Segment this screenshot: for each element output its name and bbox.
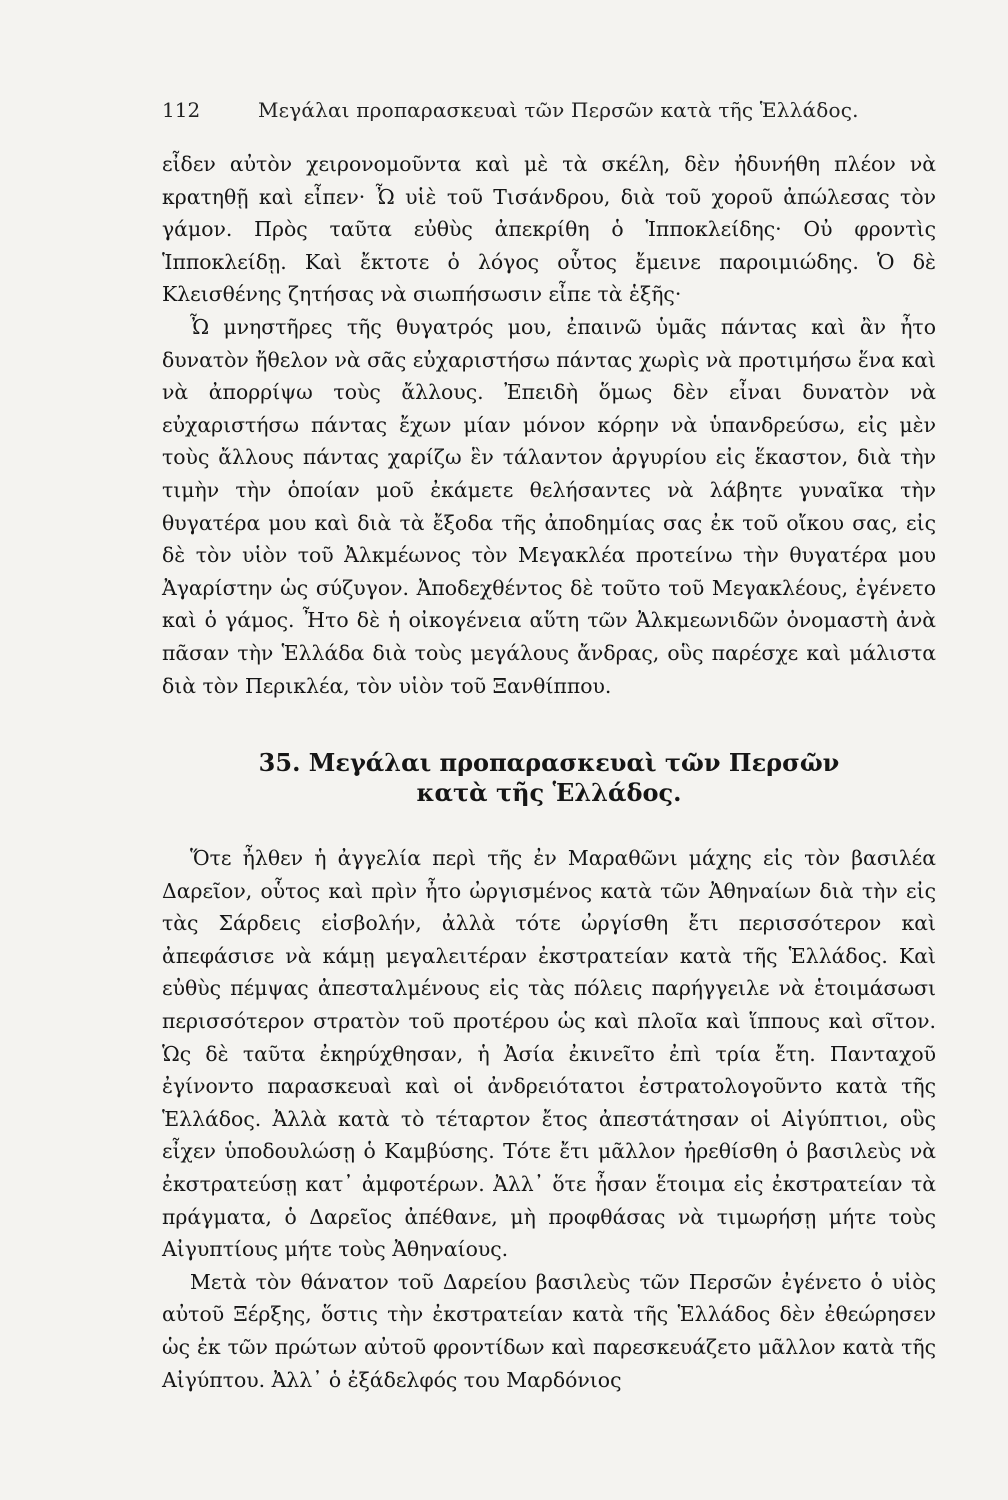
section-heading-line-1 <box>162 748 936 778</box>
paragraph-xerxes: Μετὰ τὸν θάνατον τοῦ Δαρείου βασιλεὺς τῶν Περσῶν ἐγένετο ὁ υἱὸς αὐτοῦ Ξέρξης, ὅστις τὴν ἐκστρατείαν κατὰ τῆς Ἑλλάδος δὲν ἐθεώρησεν ὡς ἐκ τῶν πρώτων αὐτοῦ φροντίδων καὶ παρεσκευάζετο μᾶλλον κατὰ τῆς Αἰγύπτου. Ἀλλ᾽ ὁ ἐξάδελφός του Μαρδόνιος <box>162 1269 936 1392</box>
running-header <box>162 98 936 138</box>
section-number: 35. <box>258 748 301 778</box>
paragraph-speech: Ὦ μνηστῆρες τῆς θυγατρός μου, ἐπαινῶ ὑμᾶς πάντας καὶ ἂν ἦτο δυνατὸν ἤθελον νὰ σᾶς εὐχαριστήσω πάντας χωρὶς νὰ προτιμήσω ἕνα καὶ νὰ ἀπορρίψω τοὺς ἄλλους. Ἐπειδὴ ὅμως δὲν εἶναι δυνατὸν νὰ εὐχαριστήσω πάντας ἔχων μίαν μόνον κόρην νὰ ὑπανδρεύσω, εἰς μὲν τοὺς ἄλλους πάντας χαρίζω ἓν τάλαντον ἀργυρίου εἰς ἕκαστον, διὰ τὴν τιμὴν τὴν ὁποίαν μοῦ ἐκάμετε θελήσαντες νὰ λάβητε γυναῖκα τὴν θυγατέρα μου καὶ διὰ τὰ ἔξοδα τῆς ἀποδημίας σας ἐκ τοῦ οἴκου σας, εἰς δὲ τὸν υἱὸν τοῦ Ἀλκμέωνος τὸν Μεγακλέα προτείνω τὴν θυγατέρα μου Ἀγαρίστην ὡς σύζυγον. Ἀποδεχθέντος δὲ τοῦτο τοῦ Μεγακλέους, ἐγένετο καὶ ὁ γάμος. Ἦτο δὲ ἡ οἰκογένεια αὕτη τῶν Ἀλκμεωνιδῶν ὀνομαστὴ ἀνὰ πᾶσαν τὴν Ἑλλάδα διὰ τοὺς μεγάλους ἄνδρας, οὓς παρέσχε καὶ μάλιστα διὰ τὸν Περικλέα, τὸν υἱὸν τοῦ Ξανθίππου. <box>162 314 936 698</box>
section-title-line-2: κατὰ τῆς Ἑλλάδος. <box>416 778 682 808</box>
page-number: 112 <box>162 98 201 122</box>
paragraph-darius: Ὅτε ἦλθεν ἡ ἀγγελία περὶ τῆς ἐν Μαραθῶνι μάχης εἰς τὸν βασιλέα Δαρεῖον, οὗτος καὶ πρὶν ἦτο ὠργισμένος κατὰ τῶν Ἀθηναίων διὰ τὴν εἰς τὰς Σάρδεις εἰσβολήν, ἀλλὰ τότε ὠργίσθη ἔτι περισσότερον καὶ ἀπεφάσισε νὰ κάμῃ μεγαλειτέραν ἐκστρατείαν κατὰ τῆς Ἑλλάδος. Καὶ εὐθὺς πέμψας ἀπεσταλμένους εἰς τὰς πόλεις παρήγγειλε νὰ ἑτοιμάσωσι περισσότερον στρατὸν τοῦ προτέρου ὡς καὶ πλοῖα καὶ ἵππους καὶ σῖτον. Ὡς δὲ ταῦτα ἐκηρύχθησαν, ἡ Ἀσία ἐκινεῖτο ἐπὶ τρία ἔτη. Πανταχοῦ ἐγίνοντο παρασκευαὶ καὶ οἱ ἀνδρειότατοι ἐστρατολογοῦντο κατὰ τῆς Ἑλλάδος. Ἀλλὰ κατὰ τὸ τέταρτον ἔτος ἀπεστάτησαν οἱ Αἰγύπτιοι, οὓς εἶχεν ὑποδουλώσῃ ὁ Καμβύσης. Τότε ἔτι μᾶλλον ἠρεθίσθη ὁ βασιλεὺς νὰ ἐκστρατεύσῃ κατ᾽ ἀμφοτέρων. Ἀλλ᾽ ὅτε ἦσαν ἕτοιμα εἰς ἐκστρατείαν τὰ πράγματα, ὁ Δαρεῖος ἀπέθανε, μὴ προφθάσας νὰ τιμωρήσῃ μήτε τοὺς Αἰγυπτίους μήτε τοὺς Ἀθηναίους. <box>162 846 936 1262</box>
section-heading <box>162 748 936 808</box>
paragraph-continued: εἶδεν αὐτὸν χειρονομοῦντα καὶ μὲ τὰ σκέλη, δὲν ἠδυνήθη πλέον νὰ κρατηθῇ καὶ εἶπεν· Ὦ υἱὲ τοῦ Τισάνδρου, διὰ τοῦ χοροῦ ἀπώλεσας τὸν γάμον. Πρὸς ταῦτα εὐθὺς ἀπεκρίθη ὁ Ἱπποκλείδης· Οὐ φροντὶς Ἱπποκλείδῃ. Καὶ ἔκτοτε ὁ λόγος οὗτος ἔμεινε παροιμιώδης. Ὁ δὲ Κλεισθένης ζητήσας νὰ σιωπήσωσιν εἶπε τὰ ἑξῆς· <box>162 152 936 307</box>
section-title-line-1: Μεγάλαι προπαρασκευαὶ τῶν Περσῶν <box>308 748 840 778</box>
running-title: Μεγάλαι προπαρασκευαὶ τῶν Περσῶν κατὰ τῆς Ἑλλάδος. <box>258 98 859 122</box>
